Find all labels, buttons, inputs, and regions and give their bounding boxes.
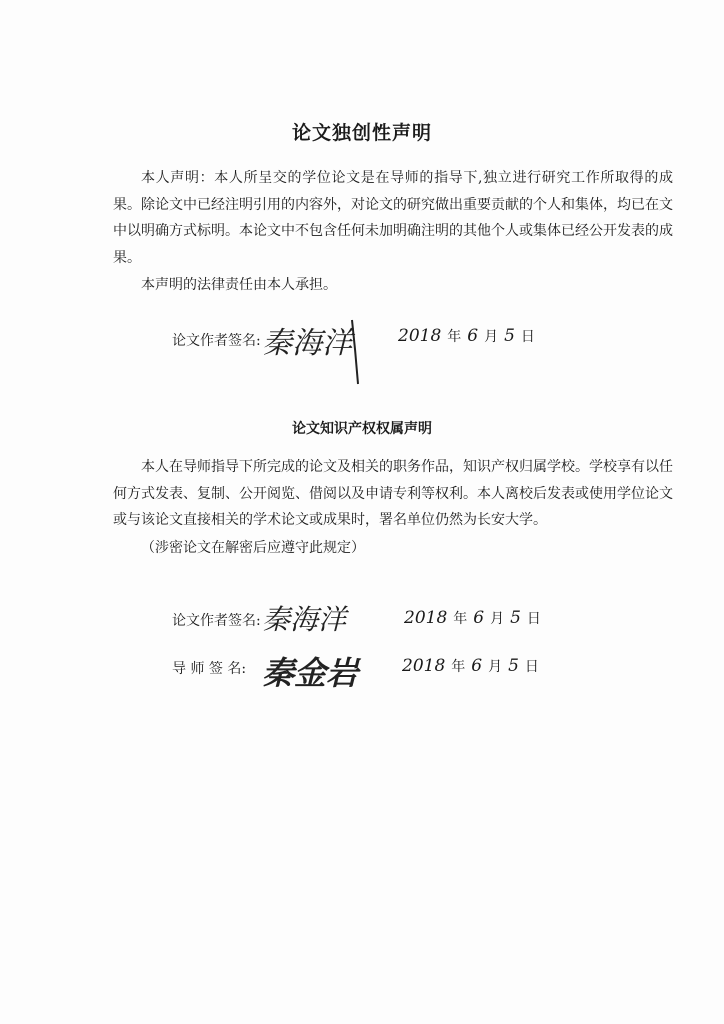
date-day-unit: 日 [524,659,539,675]
advisor-signature: 秦金岩 [262,654,359,692]
author-signature-date [398,326,541,346]
date-day: 5 [508,656,519,676]
ip-heading: 论文知识产权权属声明 [292,421,432,437]
date-day: 5 [504,326,515,346]
author-signature: 秦海洋 [262,326,352,361]
date-day-unit: 日 [520,329,535,345]
date-month-unit: 月 [484,329,499,345]
date-year-unit: 年 [451,659,466,675]
date-month-unit: 月 [488,659,503,675]
date-month-unit: 月 [490,611,505,627]
date-day: 5 [510,608,521,628]
date-month: 6 [467,326,479,346]
date-year: 2018 [402,656,446,676]
declaration-paragraph: 本人声明：本人所呈交的学位论文是在导师的指导下,独立进行研究工作所取得的成果。除论文中已经注明引用的内容外，对论文的研究做出重要贡献的个人和集体，均已在文中以明确方式标明。本论文中不包含任何未加明确注明的其他个人或集体已经公开发表的成果。 [113,170,673,266]
author-signature-date-2 [404,608,547,628]
advisor-signature-date [402,656,545,676]
page-title: 论文独创性声明 [291,122,432,144]
date-month: 6 [471,656,483,676]
date-year-unit: 年 [453,611,468,627]
author-signature-label-2: 论文作者签名: [172,613,261,629]
date-year: 2018 [404,608,448,628]
ip-paragraph: 本人在导师指导下所完成的论文及相关的职务作品，知识产权归属学校。学校享有以任何方式发表、复制、公开阅览、借阅以及申请专利等权利。本人离校后发表或使用学位论文或与该论文直接相关的学术论文或成果时，署名单位仍然为长安大学。 [113,459,673,529]
liability-statement: 本声明的法律责任由本人承担。 [141,277,337,293]
date-year: 2018 [398,326,442,346]
confidential-note: （涉密论文在解密后应遵守此规定） [141,540,365,556]
author-signature-label: 论文作者签名: [172,333,261,349]
date-day-unit: 日 [526,611,541,627]
advisor-signature-label: 导 师 签 名: [172,661,247,677]
date-year-unit: 年 [447,329,462,345]
author-signature-2: 秦海洋 [262,603,347,636]
signature-stroke [340,318,370,388]
date-month: 6 [473,608,485,628]
